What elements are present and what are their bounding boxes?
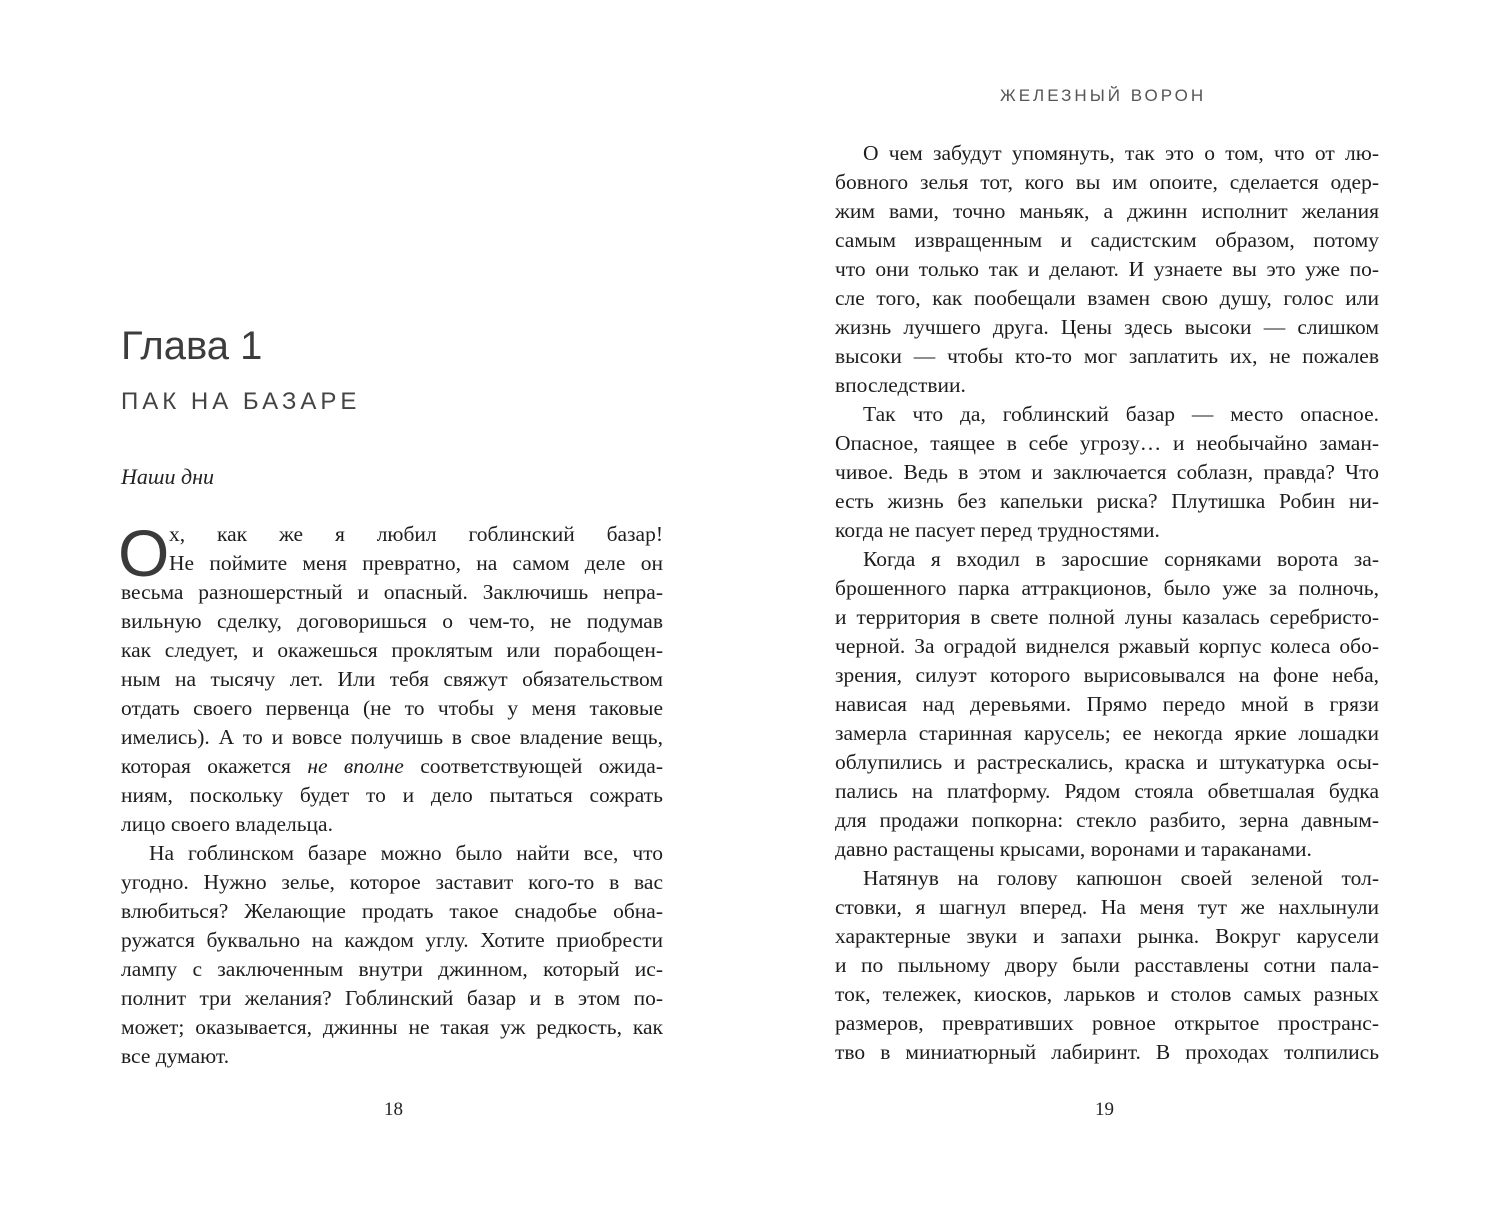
text-line: жизнь лучшего друга. Цены здесь высоки — слишком (835, 315, 1379, 339)
text-line: Так что да, гоблинский базар — место опасное. (863, 402, 1379, 426)
text-line: лицо своего владельца. (121, 812, 333, 836)
text-line: облупились и растрескались, краска и штукатурка осы- (835, 750, 1379, 774)
text-line: характерные звуки и запахи рынка. Вокруг карусели (835, 924, 1379, 948)
text-line: пались на платформу. Рядом стояла обветшалая будка (835, 779, 1379, 803)
right-page-text (835, 139, 1379, 1067)
text-line: стовки, я шагнул вперед. На меня тут же нахлынули (835, 895, 1379, 919)
text-line: весьма разношерстный и опасный. Заключишь непра- (121, 580, 663, 604)
text-line: впоследствии. (835, 373, 966, 397)
text-line: самым извращенным и садистским образом, потому (835, 228, 1379, 252)
text-line: давно растащены крысами, воронами и тараканами. (835, 837, 1312, 861)
running-head: ЖЕЛЕЗНЫЙ ВОРОН (1000, 86, 1207, 105)
chapter-number: Глава 1 (121, 324, 263, 368)
text-line: бовного зелья тот, кого вы им опоите, сделается одер- (835, 170, 1379, 194)
text-run: которая окажется (121, 754, 308, 778)
text-line: вильную сделку, договоришься о чем-то, не подумав (121, 609, 663, 633)
text-line: нависая над деревьями. Прямо передо мной в грязи (835, 692, 1379, 716)
text-line: х, как же я любил гоблинский базар! (169, 522, 663, 546)
text-line: есть жизнь без капельки риска? Плутишка Робин ни- (835, 489, 1379, 513)
text-line: чивое. Ведь в этом и заключается соблазн, правда? Что (835, 460, 1379, 484)
text-line-with-italic (121, 752, 663, 781)
text-line: ниям, поскольку будет то и дело пытаться сожрать (121, 783, 663, 807)
paragraph (835, 400, 1379, 545)
text-line: имелись). А то и вовсе получишь в свое владение вещь, (121, 725, 663, 749)
opening-paragraph (118, 516, 663, 839)
text-line: ным на тысячу лет. Или тебя свяжут обязательством (121, 667, 663, 691)
text-line: как следует, и окажешься проклятым или порабощен- (121, 638, 663, 662)
text-line: отдать своего первенца (не то чтобы у меня таковые (121, 696, 663, 720)
text-line: На гоблинском базаре можно было найти все, что (149, 841, 663, 865)
text-line: лампу с заключенным внутри джинном, который ис- (121, 957, 663, 981)
text-line: что они только так и делают. И узнаете вы это уже по- (835, 257, 1379, 281)
text-line: и по пыльному двору были расставлены сотни пала- (835, 953, 1379, 977)
text-run: соответствующей ожида- (403, 754, 663, 778)
left-page-text (118, 516, 663, 1071)
text-line: тво в миниатюрный лабиринт. В проходах толпились (835, 1040, 1379, 1064)
epigraph: Наши дни (121, 464, 215, 489)
text-line: ток, тележек, киосков, ларьков и столов самых разных (835, 982, 1379, 1006)
text-line: брошенного парка аттракционов, было уже за полночь, (835, 576, 1379, 600)
text-line: полнит три желания? Гоблинский базар и в этом по- (121, 986, 663, 1010)
page-number: 19 (1095, 1099, 1114, 1120)
page-number: 18 (384, 1099, 403, 1120)
paragraph (835, 864, 1379, 1067)
text-line: и территория в свете полной луны казалась серебристо- (835, 605, 1379, 629)
text-line: жим вами, точно маньяк, а джинн исполнит желания (835, 199, 1379, 223)
text-line: черной. За оградой виднелся ржавый корпус колеса обо- (835, 634, 1379, 658)
text-line: сле того, как пообещали взамен свою душу, голос или (835, 286, 1379, 310)
right-page (750, 0, 1500, 1210)
text-line: размеров, превративших ровное открытое пространс- (835, 1011, 1379, 1035)
text-line: Натянув на голову капюшон своей зеленой тол- (863, 866, 1379, 890)
paragraph (835, 139, 1379, 400)
text-line: может; оказывается, джинны не такая уж редкость, как (121, 1015, 663, 1039)
text-line: Когда я входил в заросшие сорняками ворота за- (863, 547, 1379, 571)
italic-emphasis: не вполне (307, 754, 404, 778)
text-line: замерла старинная карусель; ее некогда яркие лошадки (835, 721, 1379, 745)
text-line: О чем забудут упомянуть, так это о том, что от лю- (863, 141, 1379, 165)
text-line: когда не пасует перед трудностями. (835, 518, 1160, 542)
text-line: для продажи попкорна: стекло разбито, зерна давным- (835, 808, 1379, 832)
paragraph (121, 839, 663, 1071)
text-line: Опасное, таящее в себе угрозу… и необычайно заман- (835, 431, 1379, 455)
text-line: все думают. (121, 1044, 230, 1068)
chapter-title: ПАК НА БАЗАРЕ (121, 388, 361, 415)
text-line: высоки — чтобы кто-то мог заплатить их, не пожалев (835, 344, 1379, 368)
text-line: угодно. Нужно зелье, которое заставит кого-то в вас (121, 870, 663, 894)
text-line: Не поймите меня превратно, на самом деле он (169, 551, 663, 575)
drop-cap: О (118, 516, 170, 590)
paragraph (835, 545, 1379, 864)
text-line: влюбиться? Желающие продать такое снадобье обна- (121, 899, 663, 923)
text-line: зрения, силуэт которого вырисовывался на фоне неба, (835, 663, 1379, 687)
text-line: ружатся буквально на каждом углу. Хотите приобрести (121, 928, 663, 952)
